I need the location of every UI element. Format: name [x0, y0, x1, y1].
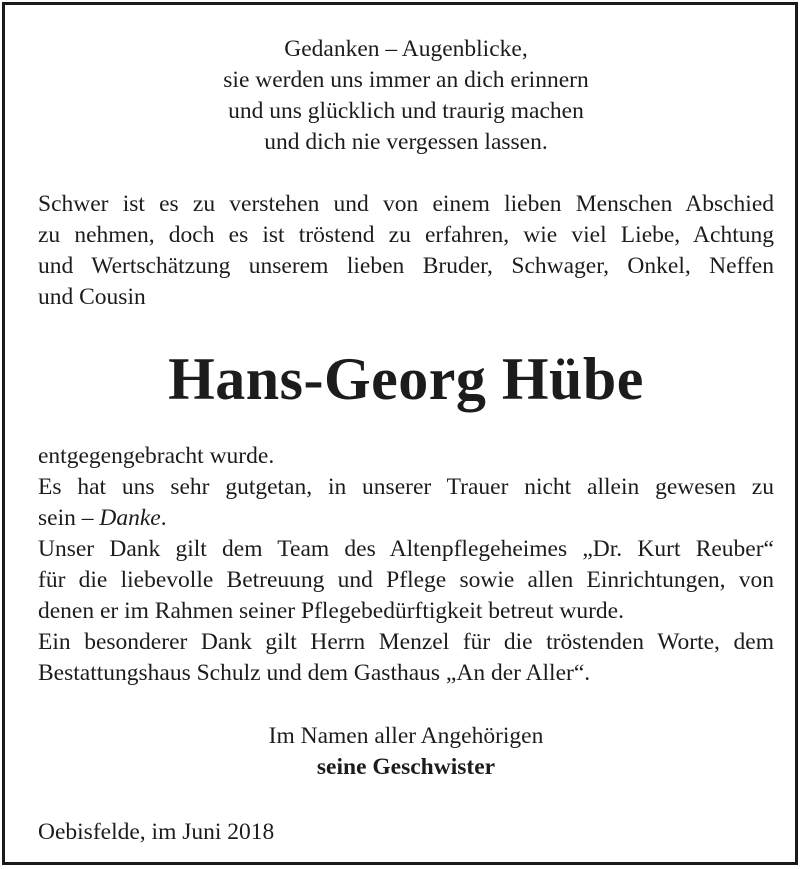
obituary-frame [2, 2, 798, 865]
poem-line: und uns glücklich und traurig machen [228, 98, 584, 124]
thanks-line: Bestattungshaus Schulz und dem Gasthaus „An der Aller“. [38, 660, 591, 686]
thanks-line: für die liebevolle Betreuung und Pflege sowie allen Einrichtungen, von [38, 567, 774, 593]
intro-line: Schwer ist es zu verstehen und von einem lieben Menschen Abschied [38, 191, 774, 217]
obituary-content [38, 5, 774, 848]
thanks-line: Unser Dank gilt dem Team des Altenpflegeheimes „Dr. Kurt Reuber“ [38, 536, 774, 562]
intro-paragraph [38, 189, 774, 313]
poem-line: sie werden uns immer an dich erinnern [223, 67, 589, 93]
intro-line: und Cousin [38, 284, 146, 310]
poem [38, 34, 774, 158]
intro-line: zu nehmen, doch es ist tröstend zu erfahren, wie viel Liebe, Achtung [38, 222, 774, 248]
thanks-line [38, 503, 774, 534]
signature [38, 721, 774, 783]
thanks-paragraph [38, 441, 774, 689]
poem-line: Gedanken – Augenblicke, [284, 36, 528, 62]
place-date: Oebisfelde, im Juni 2018 [38, 819, 275, 845]
thanks-line: entgegengebracht wurde. [38, 443, 275, 469]
deceased-name: Hans-Georg Hübe [168, 346, 644, 412]
signature-family: seine Geschwister [316, 754, 496, 780]
thanks-line: Es hat uns sehr gutgetan, in unserer Trauer nicht allein gewesen zu [38, 474, 774, 500]
signature-line: Im Namen aller Angehörigen [268, 723, 544, 749]
intro-line: und Wertschätzung unserem lieben Bruder, Schwager, Onkel, Neffen [38, 253, 774, 279]
thanks-line-start: sein – [38, 505, 100, 531]
danke-word: Danke [99, 505, 161, 531]
poem-line: und dich nie vergessen lassen. [264, 129, 548, 155]
thanks-line-end: . [160, 505, 167, 531]
thanks-line: Ein besonderer Dank gilt Herrn Menzel für die tröstenden Worte, dem [38, 629, 774, 655]
thanks-line: denen er im Rahmen seiner Pflegebedürftigkeit betreut wurde. [38, 598, 624, 624]
